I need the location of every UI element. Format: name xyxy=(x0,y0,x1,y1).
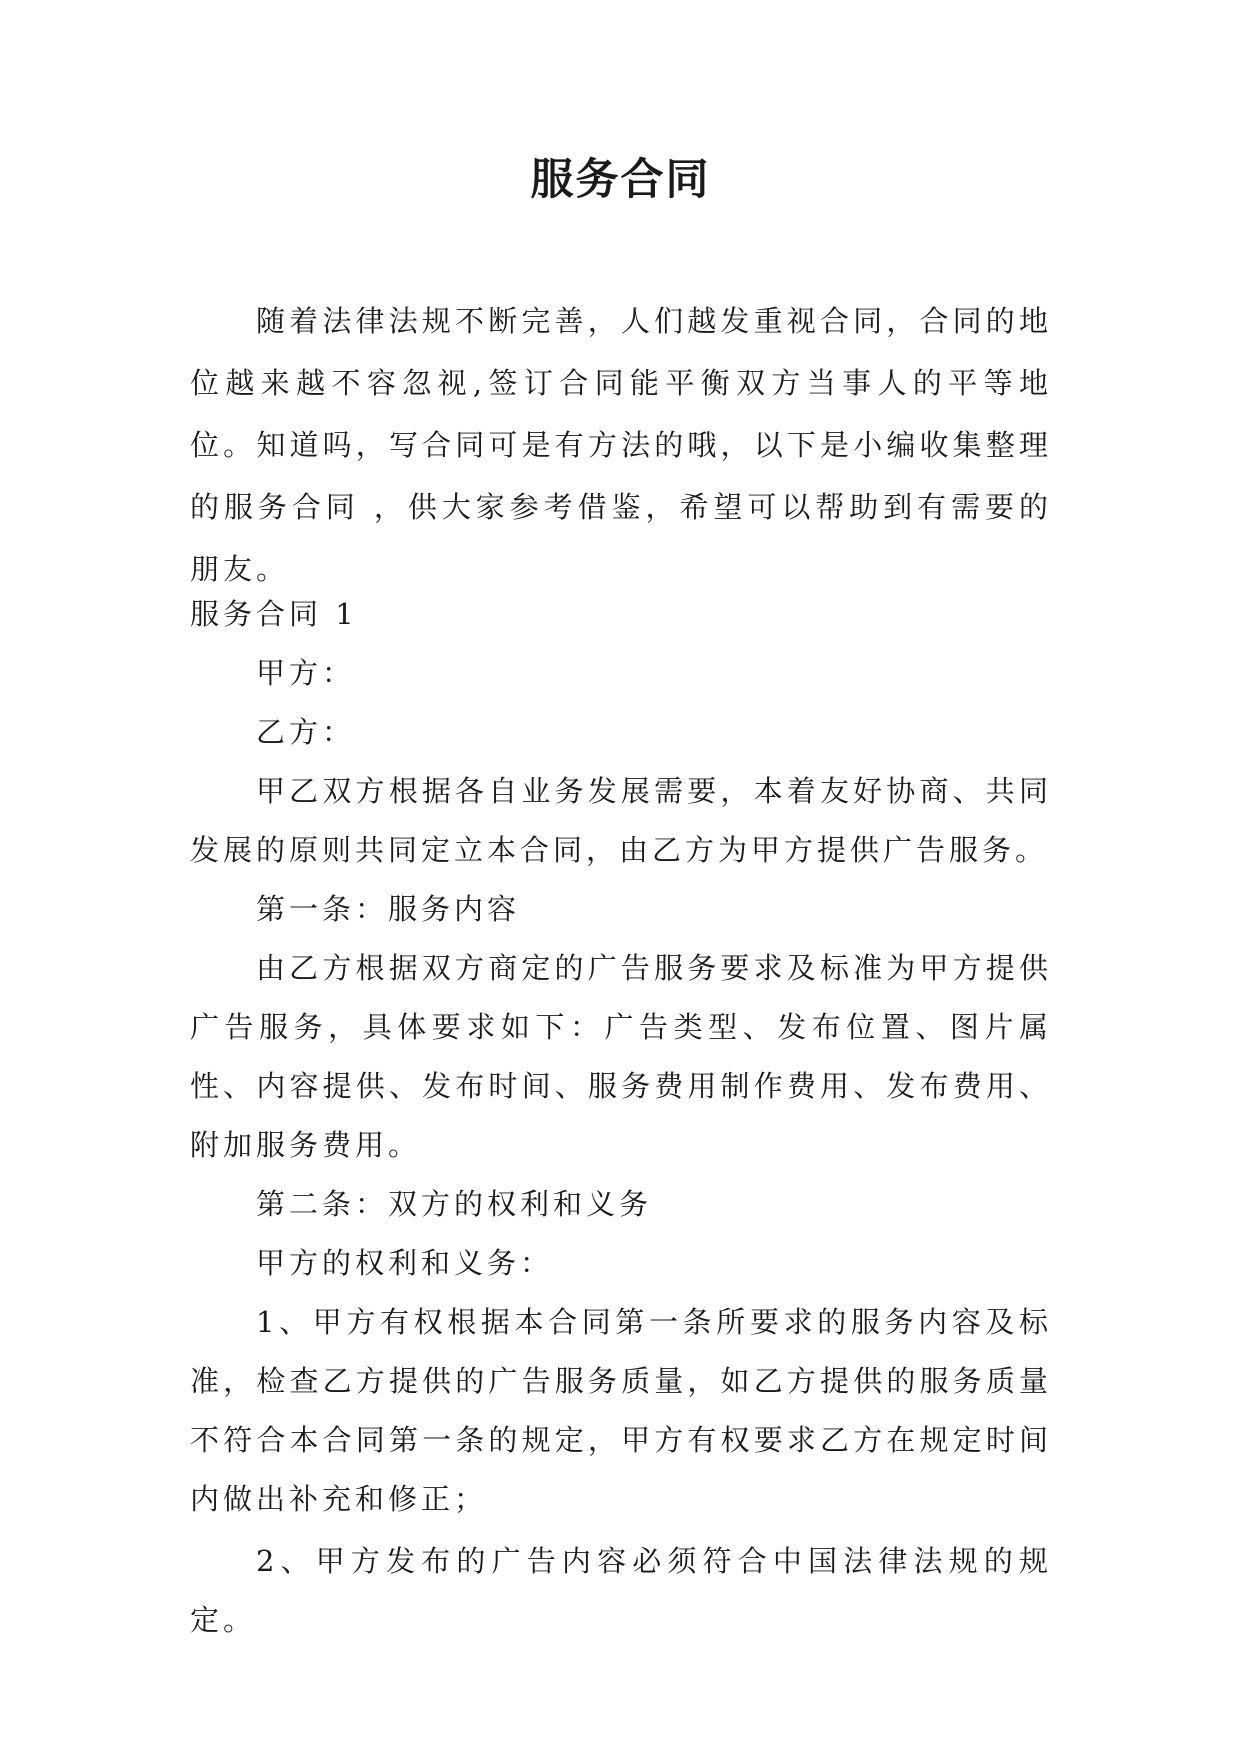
section-heading: 服务合同 1 xyxy=(190,597,358,631)
article-1-text: 由乙方根据双方商定的广告服务要求及标准为甲方提供广告服务，具体要求如下：广告类型、发布位置、图片属性、内容提供、发布时间、服务费用制作费用、发布费用、附加服务费用。 xyxy=(190,951,1052,1162)
party-a-rights-title: 甲方的权利和义务： xyxy=(256,1246,554,1280)
party-a-label: 甲方： xyxy=(256,656,356,690)
contract-body xyxy=(190,585,1052,1650)
preamble-paragraph: 甲乙双方根据各自业务发展需要，本着友好协商、共同发展的原则共同定立本合同，由乙方为甲方提供广告服务。 xyxy=(190,774,1052,867)
clause-2: 2、甲方发布的广告内容必须符合中国法律法规的规定。 xyxy=(190,1544,1052,1637)
intro-paragraph: 随着法律法规不断完善，人们越发重视合同，合同的地位越来越不容忽视,签订合同能平衡双方当事人的平等地位。知道吗，写合同可是有方法的哦，以下是小编收集整理的服务合同 ，供大家参考借鉴，希望可以帮助到有需要的朋友。 xyxy=(190,304,1052,586)
clause-1: 1、甲方有权根据本合同第一条所要求的服务内容及标准，检查乙方提供的广告服务质量，如乙方提供的服务质量不符合本合同第一条的规定，甲方有权要求乙方在规定时间内做出补充和修正； xyxy=(190,1305,1052,1516)
document-title: 服务合同 xyxy=(530,155,711,205)
article-2-title: 第二条：双方的权利和义务 xyxy=(256,1187,653,1221)
party-b-label: 乙方： xyxy=(256,715,356,749)
article-1-title: 第一条：服务内容 xyxy=(256,892,521,926)
